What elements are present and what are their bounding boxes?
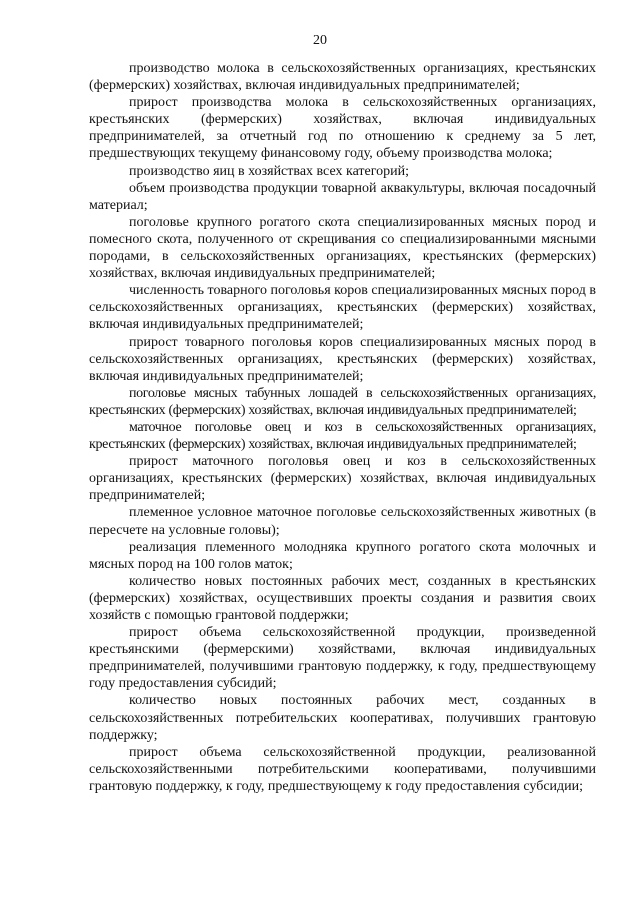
paragraph-beef-cows-growth: прирост товарного поголовья коров специализированных мясных пород в сельскохозяйственных организациях, крестьянских (фермерских) хозяйствах, включая индивидуальных предпринимателей; bbox=[89, 334, 596, 384]
paragraph-new-jobs-cooperatives: количество новых постоянных рабочих мест, созданных в сельскохозяйственных потребительских кооперативах, получивших грантовую поддержку; bbox=[89, 693, 596, 743]
document-body bbox=[89, 60, 596, 795]
paragraph-milk-production: производство молока в сельскохозяйственных организациях, крестьянских (фермерских) хозяйствах, включая индивидуальных предпринимателей; bbox=[89, 61, 596, 94]
paragraph-farm-output-growth: прирост объема сельскохозяйственной продукции, произведенной крестьянскими (фермерскими) хозяйствами, включая индивидуальных предпринимателей, получившими грантовую поддержку, к году, предшествующему году предоставления субсидий; bbox=[89, 625, 596, 692]
paragraph-new-jobs-farms: количество новых постоянных рабочих мест, созданных в крестьянских (фермерских) хозяйствах, осуществивших проекты создания и развития своих хозяйств с помощью грантовой поддержки; bbox=[89, 573, 596, 623]
paragraph-horses: поголовье мясных табунных лошадей в сельскохозяйственных организациях, крестьянских (фермерских) хозяйствах, включая индивидуальных предпринимателей; bbox=[89, 385, 596, 418]
paragraph-milk-growth: прирост производства молока в сельскохозяйственных организациях, крестьянских (фермерских) хозяйствах, включая индивидуальных предпринимателей, за отчетный год по отношению к среднему за 5 лет, предшествующих текущему финансовому году, объему производства молока; bbox=[89, 95, 596, 162]
paragraph-beef-cows-count: численность товарного поголовья коров специализированных мясных пород в сельскохозяйственных организациях, крестьянских (фермерских) хозяйствах, включая индивидуальных предпринимателей; bbox=[89, 283, 596, 333]
page-number: 20 bbox=[313, 33, 327, 48]
paragraph-sheep-goats: маточное поголовье овец и коз в сельскохозяйственных организациях, крестьянских (фермерских) хозяйствах, включая индивидуальных предпринимателей; bbox=[89, 419, 596, 453]
paragraph-aquaculture: объем производства продукции товарной аквакультуры, включая посадочный материал; bbox=[89, 180, 596, 213]
paragraph-breeding-livestock: племенное условное маточное поголовье сельскохозяйственных животных (в пересчете на условные головы); bbox=[89, 505, 596, 538]
paragraph-young-stock-sales: реализация племенного молодняка крупного рогатого скота молочных и мясных пород на 100 голов маток; bbox=[89, 539, 596, 572]
paragraph-sheep-goats-growth: прирост маточного поголовья овец и коз в сельскохозяйственных организациях, крестьянских (фермерских) хозяйствах, включая индивидуальных предпринимателей; bbox=[89, 454, 596, 504]
paragraph-cooperative-output-growth: прирост объема сельскохозяйственной продукции, реализованной сельскохозяйственными потребительскими кооперативами, получившими грантовую поддержку, к году, предшествующему к году предоставления субсидии; bbox=[89, 744, 596, 794]
paragraph-egg-production: производство яиц в хозяйствах всех категорий; bbox=[129, 163, 410, 179]
paragraph-beef-cattle-livestock: поголовье крупного рогатого скота специализированных мясных пород и помесного скота, полученного от скрещивания со специализированными мясными породами, в сельскохозяйственных организациях, крестьянских (фермерских) хозяйствах, включая индивидуальных предпринимателей; bbox=[89, 214, 596, 282]
